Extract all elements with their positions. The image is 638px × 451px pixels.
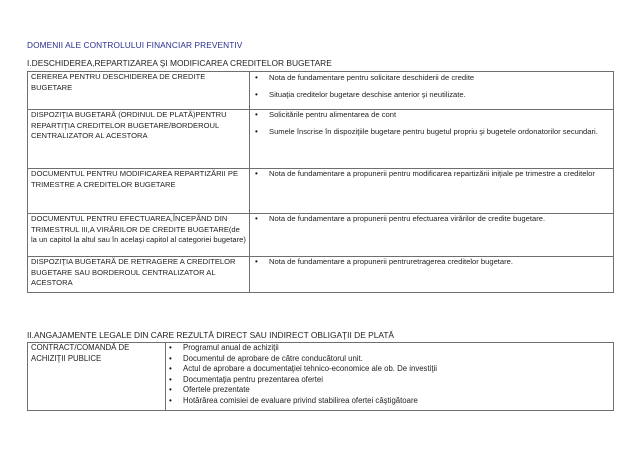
bullet-icon: •: [255, 89, 258, 99]
bullet-icon: •: [169, 353, 172, 363]
required-documents-cell: [250, 214, 614, 257]
bullet-icon: •: [255, 110, 258, 119]
document-type-cell: DOCUMENTUL PENTRU MODIFICAREA REPARTIZĂRII PE TRIMESTRE A CREDITELOR BUGETARE: [28, 169, 250, 214]
table-row: [28, 72, 614, 110]
list-item: • Programul anual de achiziţii: [169, 343, 279, 352]
table-row: [28, 343, 614, 411]
required-documents-cell: [250, 110, 614, 169]
list-item: • Nota de fundamentare a propunerii pentruretragerea creditelor bugetare.: [255, 257, 513, 266]
list-item: • Ofertele prezentate: [169, 385, 250, 395]
list-item: • Nota de fundamentare a propunerii pentru modificarea repartizării iniţiale pe trimestre a creditelor: [255, 169, 595, 178]
required-documents-cell: [166, 343, 614, 411]
bullet-icon: •: [169, 395, 172, 405]
list-item: • Situaţia creditelor bugetare deschise anterior şi neutilizate.: [255, 89, 466, 99]
bullet-icon: •: [169, 385, 172, 395]
required-documents-cell: [250, 169, 614, 214]
list-item: • Solicitările pentru alimentarea de cont: [255, 110, 397, 119]
required-documents-cell: [250, 257, 614, 293]
bullet-icon: •: [255, 257, 258, 266]
bullet-icon: •: [255, 126, 258, 136]
table-row: [28, 214, 614, 257]
list-item: • Documentaţia pentru prezentarea ofertei: [169, 374, 323, 384]
document-type-cell: DOCUMENTUL PENTRU EFECTUAREA,ÎNCEPÂND DIN TRIMESTRUL III,A VIRĂRILOR DE CREDITE BUGETARE(de la un capitol la altul sau în acelaşi capitol al categoriei bugetare): [28, 214, 250, 257]
list-item: • Sumele înscrise în dispoziţiile bugetare pentru bugetul propriu şi bugetele ordonatorilor secundari.: [255, 126, 598, 136]
bullet-icon: •: [169, 374, 172, 384]
document-type-cell: CEREREA PENTRU DESCHIDEREA DE CREDITE BUGETARE: [28, 72, 250, 110]
legal-commitments-table: [27, 342, 614, 411]
table-row: [28, 110, 614, 169]
table-row: [28, 169, 614, 214]
list-item: • Actul de aprobare a documentaţiei tehnico-economice ale ob. De investiţii: [169, 364, 437, 374]
bullet-icon: •: [255, 169, 258, 178]
list-item: • Nota de fundamentare a propunerii pentru efectuarea virărilor de credite bugetare.: [255, 214, 546, 223]
document-type-cell: CONTRACT/COMANDĂ DE ACHIZIŢII PUBLICE: [28, 343, 166, 411]
document-type-cell: DISPOZIŢIA BUGETARĂ DE RETRAGERE A CREDITELOR BUGETARE SAU BORDEROUL CENTRALIZATOR AL ACESTORA: [28, 257, 250, 293]
section-2-title: II.ANGAJAMENTE LEGALE DIN CARE REZULTĂ DIRECT SAU INDIRECT OBLIGAŢII DE PLATĂ: [27, 330, 395, 340]
list-item: • Nota de fundamentare pentru solicitare deschiderii de credite: [255, 73, 475, 82]
bullet-icon: •: [255, 73, 258, 82]
document-type-cell: DISPOZIŢIA BUGETARĂ (ORDINUL DE PLATĂ)PENTRU REPARTIŢIA CREDITELOR BUGETARE/BORDEROUL CENTRALIZATOR AL ACESTORA: [28, 110, 250, 169]
list-item: • Documentul de aprobare de către conducătorul unit.: [169, 353, 363, 363]
bullet-icon: •: [169, 364, 172, 374]
credit-operations-table: [27, 71, 614, 293]
bullet-icon: •: [169, 343, 172, 352]
page-title: DOMENII ALE CONTROLULUI FINANCIAR PREVENTIV: [27, 40, 243, 50]
list-item: • Hotărârea comisiei de evaluare privind stabilirea ofertei câştigătoare: [169, 395, 418, 405]
required-documents-cell: [250, 72, 614, 110]
section-1-title: I.DESCHIDEREA,REPARTIZAREA ŞI MODIFICAREA CREDITELOR BUGETARE: [27, 58, 332, 68]
bullet-icon: •: [255, 214, 258, 223]
table-row: [28, 257, 614, 293]
